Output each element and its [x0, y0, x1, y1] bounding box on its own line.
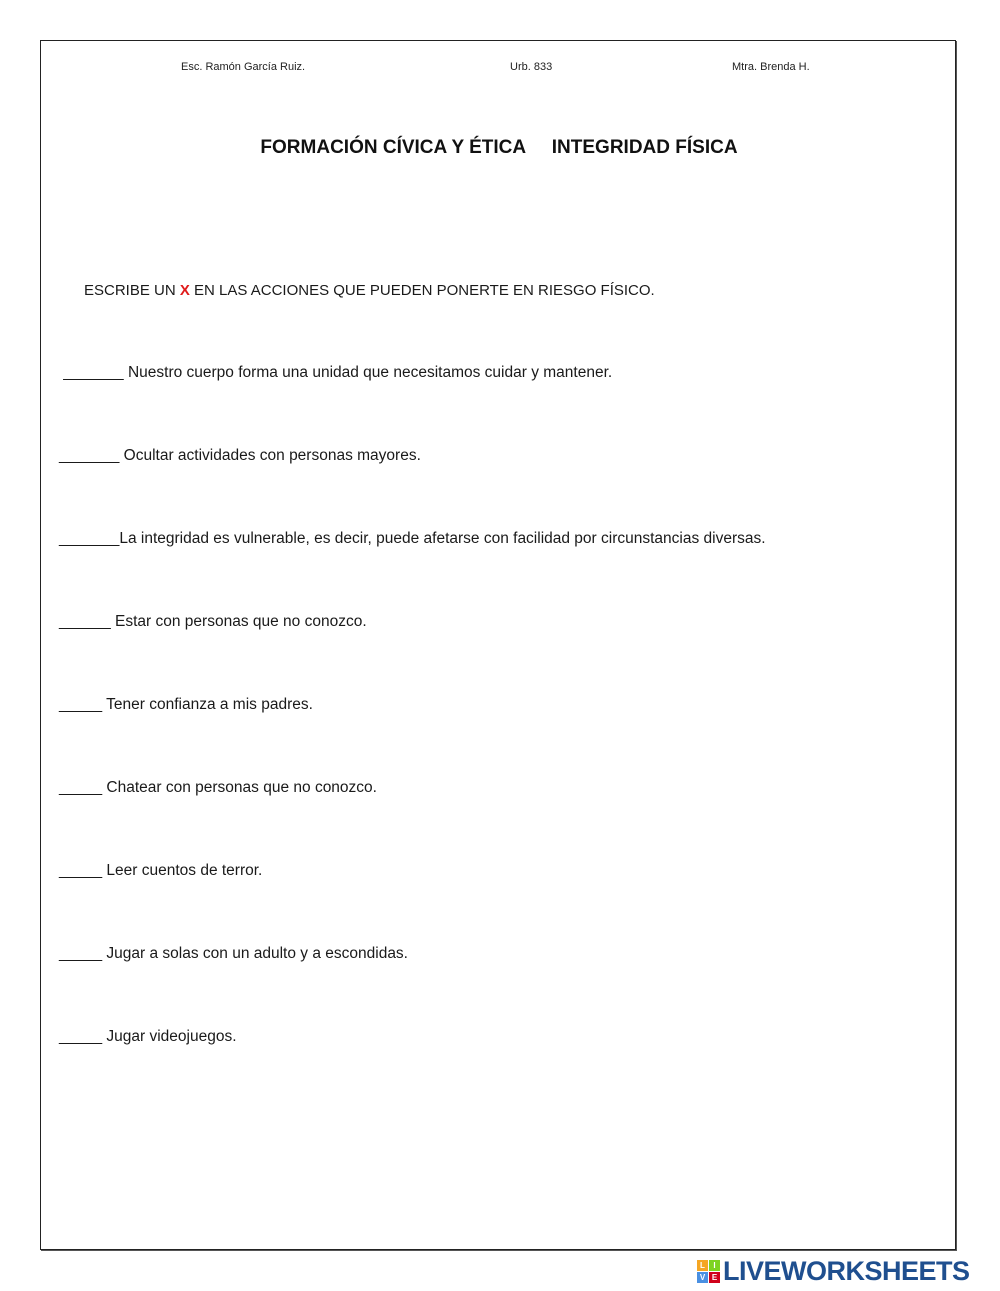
- exercise-item-6[interactable]: _____ Chatear con personas que no conozco.: [59, 779, 377, 796]
- worksheet-page: [40, 40, 956, 1250]
- exercise-item-3[interactable]: _______La integridad es vulnerable, es decir, puede afetarse con facilidad por circunstancias diversas.: [59, 530, 766, 547]
- exercise-item-5[interactable]: _____ Tener confianza a mis padres.: [59, 696, 313, 713]
- header-teacher: Mtra. Brenda H.: [732, 61, 810, 73]
- exercise-item-2[interactable]: _______ Ocultar actividades con personas mayores.: [59, 447, 421, 464]
- logo-letter-l: L: [697, 1260, 708, 1271]
- logo-text: LIVEWORKSHEETS: [723, 1255, 970, 1286]
- page-title: FORMACIÓN CÍVICA Y ÉTICA INTEGRIDAD FÍSICA: [260, 137, 738, 158]
- exercise-item-8[interactable]: _____ Jugar a solas con un adulto y a escondidas.: [59, 945, 408, 962]
- exercise-item-1[interactable]: _______ Nuestro cuerpo forma una unidad que necesitamos cuidar y mantener.: [59, 364, 613, 381]
- liveworksheets-logo[interactable]: [697, 1256, 970, 1286]
- logo-letter-e: E: [709, 1272, 720, 1283]
- instruction: [84, 282, 655, 299]
- logo-letter-i: I: [709, 1260, 720, 1271]
- exercise-item-9[interactable]: _____ Jugar videojuegos.: [59, 1028, 237, 1045]
- exercise-item-4[interactable]: ______ Estar con personas que no conozco.: [59, 613, 367, 630]
- exercise-item-7[interactable]: _____ Leer cuentos de terror.: [59, 862, 263, 879]
- header-school: Esc. Ramón García Ruiz.: [181, 61, 306, 73]
- instruction-mark: X: [179, 282, 190, 299]
- instruction-after: EN LAS ACCIONES QUE PUEDEN PONERTE EN RIESGO FÍSICO.: [189, 282, 655, 299]
- logo-letter-v: V: [697, 1272, 708, 1283]
- instruction-before: ESCRIBE UN: [84, 282, 180, 299]
- header-urb: Urb. 833: [510, 61, 553, 73]
- logo-icon: [697, 1260, 720, 1283]
